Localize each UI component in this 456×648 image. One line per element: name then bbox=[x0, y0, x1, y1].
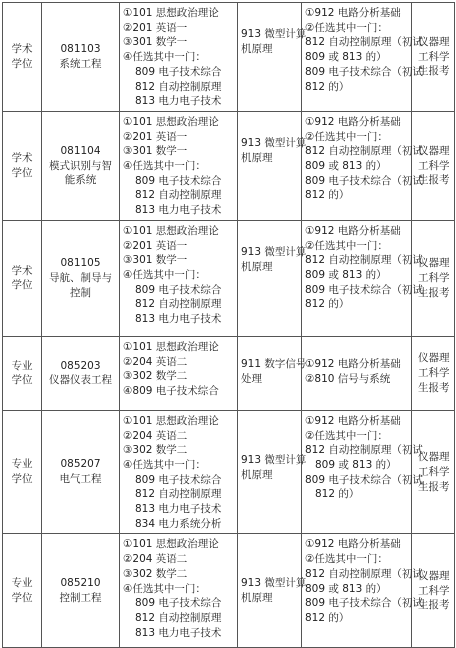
table-row bbox=[3, 111, 455, 220]
exam-line: ④任选其中一门： bbox=[123, 268, 206, 281]
supplement-exam-cell bbox=[238, 534, 307, 648]
major-cell bbox=[42, 220, 120, 336]
supplement-line: 机原理 bbox=[241, 592, 273, 605]
supplement-line: 机原理 bbox=[241, 260, 273, 273]
table-row bbox=[3, 410, 455, 534]
exam-line: 812 自动控制原理 bbox=[135, 488, 222, 501]
supplement-line: 913 微型计算 bbox=[241, 453, 307, 466]
major-cell bbox=[42, 3, 120, 112]
degree-line: 学位 bbox=[11, 166, 33, 179]
exam-line: ②204 英语二 bbox=[123, 429, 188, 442]
exam-line: ①101 思想政治理论 bbox=[123, 538, 219, 551]
degree-line: 学位 bbox=[11, 473, 33, 486]
table-body bbox=[3, 3, 455, 648]
degree-type-cell bbox=[3, 336, 42, 410]
retest-subjects-cell bbox=[302, 3, 423, 112]
college-line: 生报考 bbox=[418, 480, 450, 493]
retest-line: 812 自动控制原理（初试 bbox=[305, 145, 423, 158]
retest-line: ①912 电路分析基础 bbox=[305, 414, 401, 427]
retest-line: 809 或 813 的） bbox=[305, 51, 387, 64]
college-line: 生报考 bbox=[418, 599, 450, 612]
exam-line: 813 电力电子技术 bbox=[135, 626, 222, 639]
college-line: 工科学 bbox=[418, 159, 450, 172]
college-note-cell bbox=[412, 410, 455, 534]
exam-line: ②204 英语二 bbox=[123, 553, 188, 566]
supplement-line: 机原理 bbox=[241, 42, 273, 55]
exam-line: ④任选其中一门： bbox=[123, 582, 206, 595]
degree-line: 专业 bbox=[11, 458, 33, 471]
degree-type-cell bbox=[3, 534, 42, 648]
major-cell bbox=[42, 410, 120, 534]
degree-line: 学位 bbox=[11, 374, 33, 387]
retest-line: ②任选其中一门： bbox=[305, 21, 388, 34]
college-line: 工科学 bbox=[418, 366, 450, 379]
exam-line: ②201 英语一 bbox=[123, 21, 188, 34]
major-name: 能系统 bbox=[64, 174, 97, 187]
exam-line: ①101 思想政治理论 bbox=[123, 115, 219, 128]
college-line: 仪器理 bbox=[418, 451, 450, 464]
college-line: 工科学 bbox=[418, 465, 450, 478]
exam-subjects-cell bbox=[120, 3, 238, 112]
retest-line: ①912 电路分析基础 bbox=[305, 538, 401, 551]
supplement-line: 机原理 bbox=[241, 151, 273, 164]
exam-line: ②201 英语一 bbox=[123, 130, 188, 143]
retest-line: 812 自动控制原理（初试 bbox=[305, 444, 423, 457]
retest-line: ②任选其中一门： bbox=[305, 130, 388, 143]
retest-line: 812 自动控制原理（初试 bbox=[305, 567, 423, 580]
supplement-exam-cell bbox=[238, 410, 307, 534]
supplement-exam-cell bbox=[238, 111, 307, 220]
supplement-line: 911 数字信号 bbox=[241, 357, 307, 370]
college-line: 仪器理 bbox=[418, 257, 450, 270]
retest-line: ①912 电路分析基础 bbox=[305, 224, 401, 237]
degree-type-cell bbox=[3, 111, 42, 220]
college-line: 仪器理 bbox=[418, 569, 450, 582]
college-line: 工科学 bbox=[418, 271, 450, 284]
college-note-cell bbox=[412, 3, 455, 112]
exam-line: ②201 英语一 bbox=[123, 239, 188, 252]
retest-line: ②任选其中一门： bbox=[305, 553, 388, 566]
major-code: 085210 bbox=[60, 577, 101, 590]
major-cell bbox=[42, 336, 120, 410]
college-line: 工科学 bbox=[418, 50, 450, 63]
degree-line: 学术 bbox=[11, 43, 33, 56]
degree-line: 专业 bbox=[11, 577, 33, 590]
exam-subjects-cell bbox=[120, 410, 238, 534]
exam-line: 813 电力电子技术 bbox=[135, 204, 222, 217]
major-name: 导航、制导与 bbox=[49, 271, 112, 284]
retest-line: 812 的） bbox=[305, 611, 350, 624]
exam-line: 813 电力电子技术 bbox=[135, 95, 222, 108]
exam-line: ③301 数学一 bbox=[123, 254, 188, 267]
college-line: 生报考 bbox=[418, 65, 450, 78]
exam-line: 812 自动控制原理 bbox=[135, 189, 222, 202]
retest-line: 809 电子技术综合（初试 bbox=[305, 283, 423, 296]
retest-line: ②任选其中一门： bbox=[305, 429, 388, 442]
major-name: 模式识别与智 bbox=[49, 159, 112, 172]
retest-line: 809 电子技术综合（初试 bbox=[305, 597, 423, 610]
supplement-line: 913 微型计算 bbox=[241, 245, 307, 258]
exam-line: 834 电力系统分析 bbox=[135, 517, 222, 530]
retest-line: 809 或 813 的） bbox=[315, 458, 397, 471]
retest-line: 812 的） bbox=[305, 80, 350, 93]
retest-line: 812 的） bbox=[305, 298, 350, 311]
exam-line: 809 电子技术综合 bbox=[135, 597, 222, 610]
retest-line: ②810 信号与系统 bbox=[305, 372, 391, 385]
exam-line: 812 自动控制原理 bbox=[135, 611, 222, 624]
exam-line: ③302 数学二 bbox=[123, 444, 188, 457]
exam-line: ④任选其中一门： bbox=[123, 458, 206, 471]
retest-line: 809 或 813 的） bbox=[305, 160, 387, 173]
table-row bbox=[3, 3, 455, 112]
college-note-cell bbox=[412, 220, 455, 336]
major-code: 085203 bbox=[60, 359, 101, 372]
table-row bbox=[3, 534, 455, 648]
exam-line: ①101 思想政治理论 bbox=[123, 340, 219, 353]
supplement-line: 处理 bbox=[241, 372, 262, 385]
table-row bbox=[3, 336, 455, 410]
exam-line: ①101 思想政治理论 bbox=[123, 224, 219, 237]
retest-subjects-cell bbox=[302, 111, 423, 220]
exam-line: ④任选其中一门： bbox=[123, 51, 206, 64]
college-note-cell bbox=[412, 336, 455, 410]
exam-line: ③302 数学二 bbox=[123, 567, 188, 580]
major-name: 控制工程 bbox=[59, 591, 102, 604]
exam-line: ③302 数学二 bbox=[123, 370, 188, 383]
major-code: 085207 bbox=[60, 458, 101, 471]
major-code: 081105 bbox=[60, 257, 101, 270]
supplement-exam-cell bbox=[238, 336, 307, 410]
exam-line: 812 自动控制原理 bbox=[135, 80, 222, 93]
college-line: 仪器理 bbox=[418, 352, 450, 365]
degree-type-cell bbox=[3, 220, 42, 336]
exam-line: ④任选其中一门： bbox=[123, 160, 206, 173]
retest-subjects-cell bbox=[302, 220, 423, 336]
college-note-cell bbox=[412, 111, 455, 220]
retest-line: 812 自动控制原理（初试 bbox=[305, 36, 423, 49]
exam-line: 809 电子技术综合 bbox=[135, 174, 222, 187]
exam-line: ①101 思想政治理论 bbox=[123, 414, 219, 427]
supplement-line: 机原理 bbox=[241, 468, 273, 481]
degree-line: 学位 bbox=[11, 279, 33, 292]
exam-subjects-cell bbox=[120, 336, 238, 410]
degree-line: 学位 bbox=[11, 57, 33, 70]
exam-line: ④809 电子技术综合 bbox=[123, 384, 219, 397]
degree-type-cell bbox=[3, 3, 42, 112]
supplement-exam-cell bbox=[238, 3, 307, 112]
retest-line: ②任选其中一门： bbox=[305, 239, 388, 252]
exam-subjects-cell bbox=[120, 220, 238, 336]
major-name: 系统工程 bbox=[59, 57, 102, 70]
retest-line: ①912 电路分析基础 bbox=[305, 357, 401, 370]
exam-line: ③301 数学一 bbox=[123, 145, 188, 158]
retest-subjects-cell bbox=[302, 534, 423, 648]
college-line: 生报考 bbox=[418, 381, 450, 394]
college-line: 生报考 bbox=[418, 286, 450, 299]
retest-line: 809 或 813 的） bbox=[305, 582, 387, 595]
supplement-exam-cell bbox=[238, 220, 307, 336]
retest-line: 809 电子技术综合（初试 bbox=[305, 473, 423, 486]
exam-line: 809 电子技术综合 bbox=[135, 65, 222, 78]
college-note-cell bbox=[412, 534, 455, 648]
retest-subjects-cell bbox=[302, 410, 423, 534]
exam-line: ②204 英语二 bbox=[123, 355, 188, 368]
exam-line: ③301 数学一 bbox=[123, 36, 188, 49]
college-line: 仪器理 bbox=[418, 144, 450, 157]
exam-line: 809 电子技术综合 bbox=[135, 283, 222, 296]
retest-line: 809 或 813 的） bbox=[305, 268, 387, 281]
table-row bbox=[3, 220, 455, 336]
retest-subjects-cell bbox=[302, 336, 412, 410]
exam-line: ①101 思想政治理论 bbox=[123, 7, 219, 19]
retest-line: 812 的） bbox=[305, 189, 350, 202]
supplement-line: 913 微型计算 bbox=[241, 28, 307, 40]
exam-line: 809 电子技术综合 bbox=[135, 473, 222, 486]
major-name: 控制 bbox=[70, 286, 91, 299]
major-cell bbox=[42, 534, 120, 648]
major-code: 081103 bbox=[60, 43, 101, 56]
supplement-line: 913 微型计算 bbox=[241, 136, 307, 149]
major-name: 电气工程 bbox=[59, 473, 102, 486]
retest-line: ①912 电路分析基础 bbox=[305, 115, 401, 128]
exam-subjects-cell bbox=[120, 111, 238, 220]
admission-table bbox=[2, 2, 455, 648]
degree-line: 学术 bbox=[11, 152, 33, 165]
retest-line: ①912 电路分析基础 bbox=[305, 7, 401, 19]
college-line: 仪器理 bbox=[418, 35, 450, 48]
exam-line: 813 电力电子技术 bbox=[135, 313, 222, 326]
college-line: 生报考 bbox=[418, 174, 450, 187]
major-name: 仪器仪表工程 bbox=[49, 374, 112, 387]
exam-subjects-cell bbox=[120, 534, 238, 648]
degree-line: 专业 bbox=[11, 359, 33, 372]
college-line: 工科学 bbox=[418, 584, 450, 597]
exam-line: 812 自动控制原理 bbox=[135, 298, 222, 311]
degree-line: 学术 bbox=[11, 264, 33, 277]
exam-line: 813 电力电子技术 bbox=[135, 503, 222, 516]
major-cell bbox=[42, 111, 120, 220]
retest-line: 812 自动控制原理（初试 bbox=[305, 254, 423, 267]
retest-line: 809 电子技术综合（初试 bbox=[305, 65, 423, 78]
retest-line: 812 的） bbox=[315, 488, 360, 501]
degree-type-cell bbox=[3, 410, 42, 534]
supplement-line: 913 微型计算 bbox=[241, 577, 307, 590]
retest-line: 809 电子技术综合（初试 bbox=[305, 174, 423, 187]
major-code: 081104 bbox=[60, 144, 101, 157]
degree-line: 学位 bbox=[11, 591, 33, 604]
